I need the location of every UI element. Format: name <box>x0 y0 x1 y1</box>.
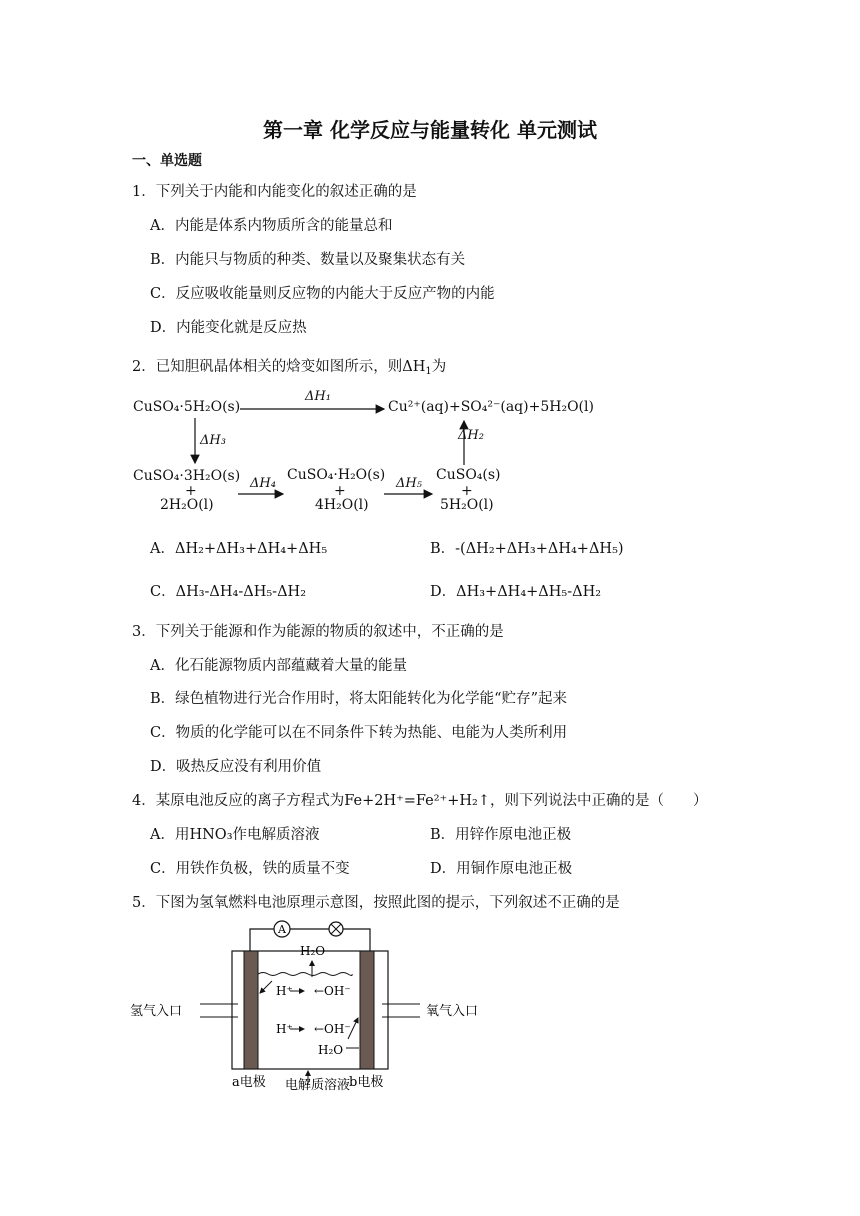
q2-option-d: D．ΔH₃+ΔH₄+ΔH₅-ΔH₂ <box>430 584 602 600</box>
q3-option-d: D．吸热反应没有利用价值 <box>150 759 322 775</box>
q3-option-c: C．物质的化学能可以在不同条件下转为热能、电能为人类所利用 <box>150 725 568 741</box>
ammeter-label: A <box>278 923 286 936</box>
q1-option-c: C．反应吸收能量则反应物的内能大于反应产物的内能 <box>150 286 495 302</box>
hplus-2: H⁺ <box>276 1022 293 1036</box>
hplus-1: H⁺ <box>276 984 293 998</box>
electrode-b <box>360 951 374 1069</box>
scheme-s3-line1: CuSO₄·H₂O(s) <box>287 467 386 483</box>
section-heading: 一、单选题 <box>132 153 202 169</box>
oh-1: ←OH⁻ <box>314 984 351 998</box>
dh1-label: ΔH₁ <box>305 389 331 404</box>
dh3-label: ΔH₃ <box>200 433 226 448</box>
electrolyte-label: 电解质溶液 <box>285 1078 351 1093</box>
q2-option-c: C．ΔH₃-ΔH₄-ΔH₅-ΔH₂ <box>150 584 307 600</box>
scheme-s2-line1: CuSO₄·3H₂O(s) <box>133 468 241 484</box>
q3-stem: 3．下列关于能源和作为能源的物质的叙述中，不正确的是 <box>132 624 504 640</box>
q1-option-a: A．内能是体系内物质所含的能量总和 <box>150 218 393 234</box>
q5-stem: 5．下图为氢氧燃料电池原理示意图，按照此图的提示，下列叙述不正确的是 <box>132 895 620 911</box>
electrode-b-label: b电极 <box>349 1075 384 1090</box>
scheme-s2-plus: + <box>185 483 197 499</box>
q4-option-a: A．用HNO₃作电解质溶液 <box>150 827 320 843</box>
dh5-label: ΔH₅ <box>396 476 422 491</box>
q4-option-c: C．用铁作负极，铁的质量不变 <box>150 861 350 877</box>
electrode-a <box>244 951 258 1069</box>
page-title: 第一章 化学反应与能量转化 单元测试 <box>263 118 597 142</box>
q2-option-b: B．-(ΔH₂+ΔH₃+ΔH₄+ΔH₅) <box>430 541 624 557</box>
electrode-a-label: a电极 <box>232 1075 266 1090</box>
scheme-start: CuSO₄·5H₂O(s) <box>133 399 241 415</box>
q1-stem: 1．下列关于内能和内能变化的叙述正确的是 <box>132 184 417 200</box>
q2-stem: 2．已知胆矾晶体相关的焓变如图所示，则$\Delta H_1$为 <box>132 359 447 377</box>
scheme-s4-plus: + <box>461 483 473 499</box>
q4-option-d: D．用铜作原电池正极 <box>430 861 573 877</box>
scheme-products: Cu²⁺(aq)+SO₄²⁻(aq)+5H₂O(l) <box>388 399 594 415</box>
hydrogen-inlet-label: 氢气入口 <box>130 1004 183 1019</box>
h2o-top-label: H₂O <box>300 944 326 958</box>
h2o-bottom-label: H₂O <box>318 1043 344 1057</box>
scheme-s4-line2: 5H₂O(l) <box>440 497 494 513</box>
oxygen-inlet-label: 氧气入口 <box>426 1004 479 1019</box>
scheme-s3-line2: 4H₂O(l) <box>315 497 369 513</box>
q3-option-b: B．绿色植物进行光合作用时，将太阳能转化为化学能“贮存”起来 <box>150 691 567 707</box>
q4-option-b: B．用锌作原电池正极 <box>430 827 572 843</box>
q3-option-a: A．化石能源物质内部蕴藏着大量的能量 <box>150 658 407 674</box>
scheme-s2-line2: 2H₂O(l) <box>160 497 214 513</box>
q1-option-b: B．内能只与物质的种类、数量以及聚集状态有关 <box>150 252 466 268</box>
dh4-label: ΔH₄ <box>250 476 276 491</box>
fuel-cell-diagram <box>120 915 500 1095</box>
q2-option-a: A．ΔH₂+ΔH₃+ΔH₄+ΔH₅ <box>150 541 328 557</box>
q4-stem: 4．某原电池反应的离子方程式为Fe+2H⁺=Fe²⁺+H₂↑，则下列说法中正确的是（ ） <box>132 793 708 809</box>
scheme-s3-plus: + <box>334 483 346 499</box>
scheme-arrows <box>0 0 860 560</box>
q1-option-d: D．内能变化就是反应热 <box>150 320 307 336</box>
oh-2: ←OH⁻ <box>314 1022 351 1036</box>
scheme-s4-line1: CuSO₄(s) <box>436 467 501 483</box>
dh2-label: ΔH₂ <box>458 428 484 443</box>
